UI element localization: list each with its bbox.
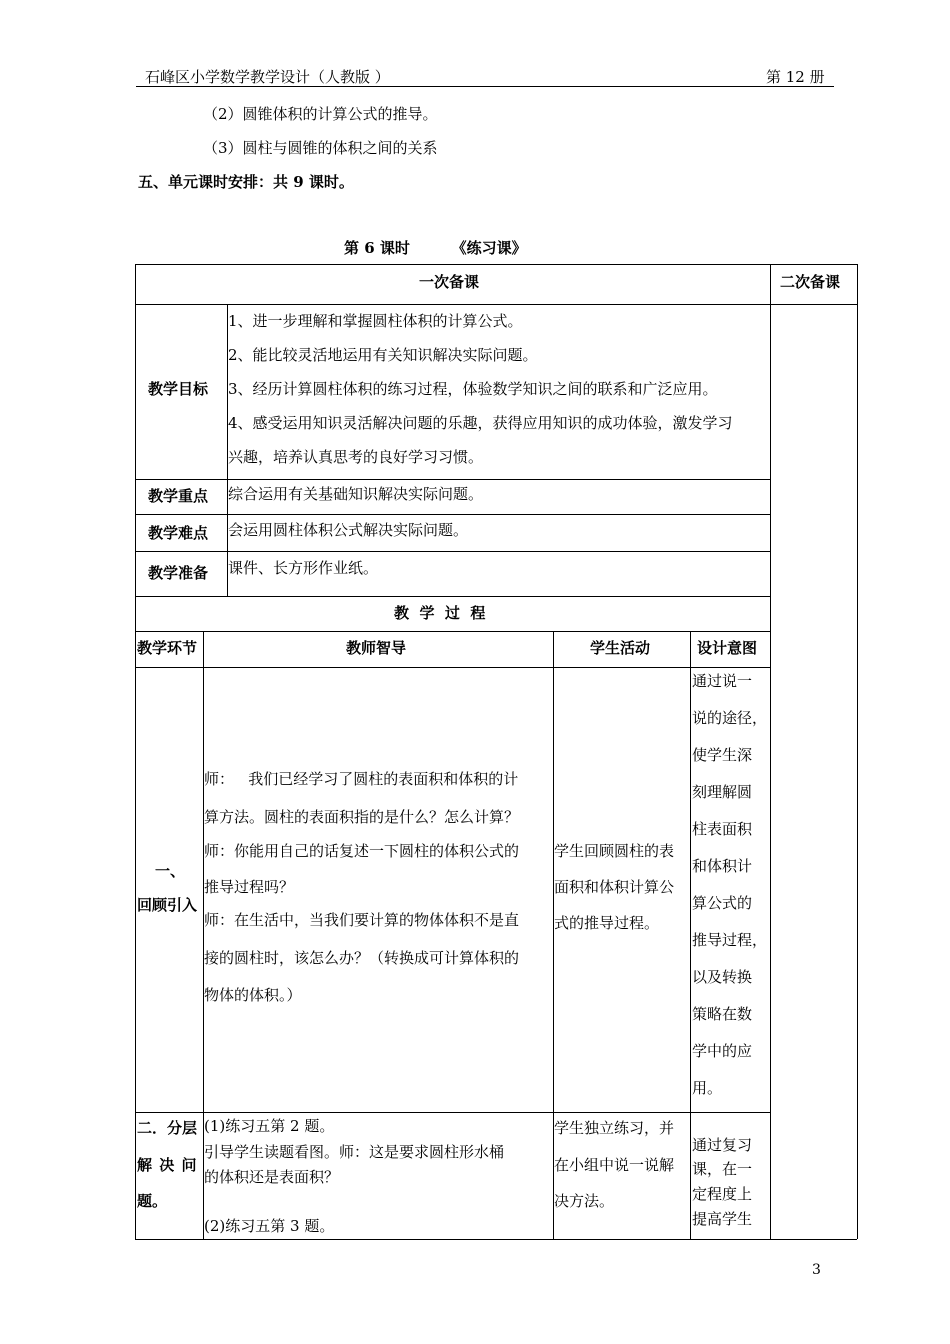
row2-teacher-line: 引导学生读题看图。师：这是要求圆柱形水桶 xyxy=(204,1143,505,1161)
header-volume: 第 12 册 xyxy=(766,68,825,86)
head-second-prep: 二次备课 xyxy=(780,273,841,291)
row2-intent-line: 定程度上 xyxy=(692,1185,753,1203)
table-line xyxy=(135,304,857,305)
row2-intent-line: 提高学生 xyxy=(692,1210,753,1228)
table-line xyxy=(135,514,770,515)
row1-intent-line: 学中的应 xyxy=(692,1042,753,1060)
row1-intent-line: 用。 xyxy=(692,1079,723,1097)
difficulty-label: 教学难点 xyxy=(148,524,209,542)
process-title: 教 学 过 程 xyxy=(394,604,486,622)
goal-item: 兴趣，培养认真思考的良好学习习惯。 xyxy=(228,448,484,466)
goal-item: 2、能比较灵活地运用有关知识解决实际问题。 xyxy=(228,346,538,364)
row2-stage: 题。 xyxy=(137,1192,168,1210)
row1-intent-line: 和体积计 xyxy=(692,857,753,875)
row1-teacher-line: 师：你能用自己的话复述一下圆柱的体积公式的 xyxy=(204,842,520,860)
head-first-prep: 一次备课 xyxy=(419,273,480,291)
row1-stage: 一、 xyxy=(155,862,186,880)
table-line xyxy=(135,631,770,632)
table-line xyxy=(135,667,770,668)
row1-teacher-line: 接的圆柱时，该怎么办？（转换成可计算体积的 xyxy=(204,949,520,967)
row1-intent-line: 刻理解圆 xyxy=(692,783,753,801)
row1-stage: 回顾引入 xyxy=(137,896,198,914)
goal-item: 4、感受运用知识灵活解决问题的乐趣，获得应用知识的成功体验，激发学习 xyxy=(228,414,733,432)
table-line xyxy=(135,551,770,552)
difficulty-text: 会运用圆柱体积公式解决实际问题。 xyxy=(228,521,469,539)
key-text: 综合运用有关基础知识解决实际问题。 xyxy=(228,485,484,503)
row1-student-line: 面积和体积计算公 xyxy=(554,878,675,896)
row2-student-line: 决方法。 xyxy=(554,1192,615,1210)
row2-student-line: 学生独立练习，并 xyxy=(554,1119,675,1137)
row1-teacher-line: 师： 我们已经学习了圆柱的表面积和体积的计 xyxy=(204,770,519,788)
section-5-heading: 五、单元课时安排：共 9 课时。 xyxy=(138,173,354,191)
row1-intent-line: 说的途径， xyxy=(692,709,768,727)
table-line xyxy=(553,631,554,1239)
table-line xyxy=(690,631,691,1239)
header-title: 石峰区小学数学教学设计（人教版 ） xyxy=(145,68,390,86)
row2-teacher-line: (2)练习五第 3 题。 xyxy=(204,1217,335,1235)
row1-teacher-line: 物体的体积。） xyxy=(204,986,302,1004)
table-line xyxy=(135,596,770,597)
goal-item: 3、经历计算圆柱体积的练习过程，体验数学知识之间的联系和广泛应用。 xyxy=(228,380,718,398)
row1-intent-line: 柱表面积 xyxy=(692,820,753,838)
row1-teacher-line: 推导过程吗？ xyxy=(204,878,295,896)
table-line xyxy=(135,264,136,1239)
row1-intent-line: 使学生深 xyxy=(692,746,753,764)
lesson-title: 第 6 课时 《练习课》 xyxy=(344,239,527,257)
row2-intent-line: 课，在一 xyxy=(692,1160,753,1178)
header-divider xyxy=(136,86,834,87)
col-teacher: 教师智导 xyxy=(346,639,407,657)
row1-intent-line: 以及转换 xyxy=(692,968,753,986)
prep-label: 教学准备 xyxy=(148,564,209,582)
goals-label: 教学目标 xyxy=(148,380,209,398)
intro-item-2: （2）圆锥体积的计算公式的推导。 xyxy=(203,105,438,123)
table-line xyxy=(135,1112,770,1113)
prep-text: 课件、长方形作业纸。 xyxy=(228,559,379,577)
table-line xyxy=(770,264,771,1239)
row1-student-line: 学生回顾圆柱的表 xyxy=(554,842,675,860)
table-line xyxy=(135,479,770,480)
table-line xyxy=(135,1239,857,1240)
row2-stage: 解 决 问 xyxy=(137,1156,198,1174)
intro-item-3: （3）圆柱与圆锥的体积之间的关系 xyxy=(203,139,438,157)
col-student: 学生活动 xyxy=(590,639,651,657)
col-stage: 教学环节 xyxy=(137,639,198,657)
key-label: 教学重点 xyxy=(148,487,209,505)
row2-teacher-line: 的体积还是表面积？ xyxy=(204,1168,340,1186)
row1-teacher-line: 师：在生活中，当我们要计算的物体体积不是直 xyxy=(204,911,520,929)
row1-intent-line: 算公式的 xyxy=(692,894,753,912)
page-number: 3 xyxy=(812,1262,821,1278)
row2-student-line: 在小组中说一说解 xyxy=(554,1156,675,1174)
row1-teacher-line: 算方法。圆柱的表面积指的是什么？怎么计算？ xyxy=(204,808,520,826)
row1-intent-line: 通过说一 xyxy=(692,672,753,690)
row2-teacher-line: (1)练习五第 2 题。 xyxy=(204,1117,335,1135)
row1-student-line: 式的推导过程。 xyxy=(554,914,660,932)
row1-intent-line: 策略在数 xyxy=(692,1005,753,1023)
goal-item: 1、进一步理解和掌握圆柱体积的计算公式。 xyxy=(228,312,523,330)
row1-intent-line: 推导过程， xyxy=(692,931,768,949)
row2-stage: 二．分层 xyxy=(137,1119,198,1137)
table-line xyxy=(857,264,858,1239)
table-line xyxy=(135,264,857,265)
col-intent: 设计意图 xyxy=(697,639,758,657)
row2-intent-line: 通过复习 xyxy=(692,1136,753,1154)
